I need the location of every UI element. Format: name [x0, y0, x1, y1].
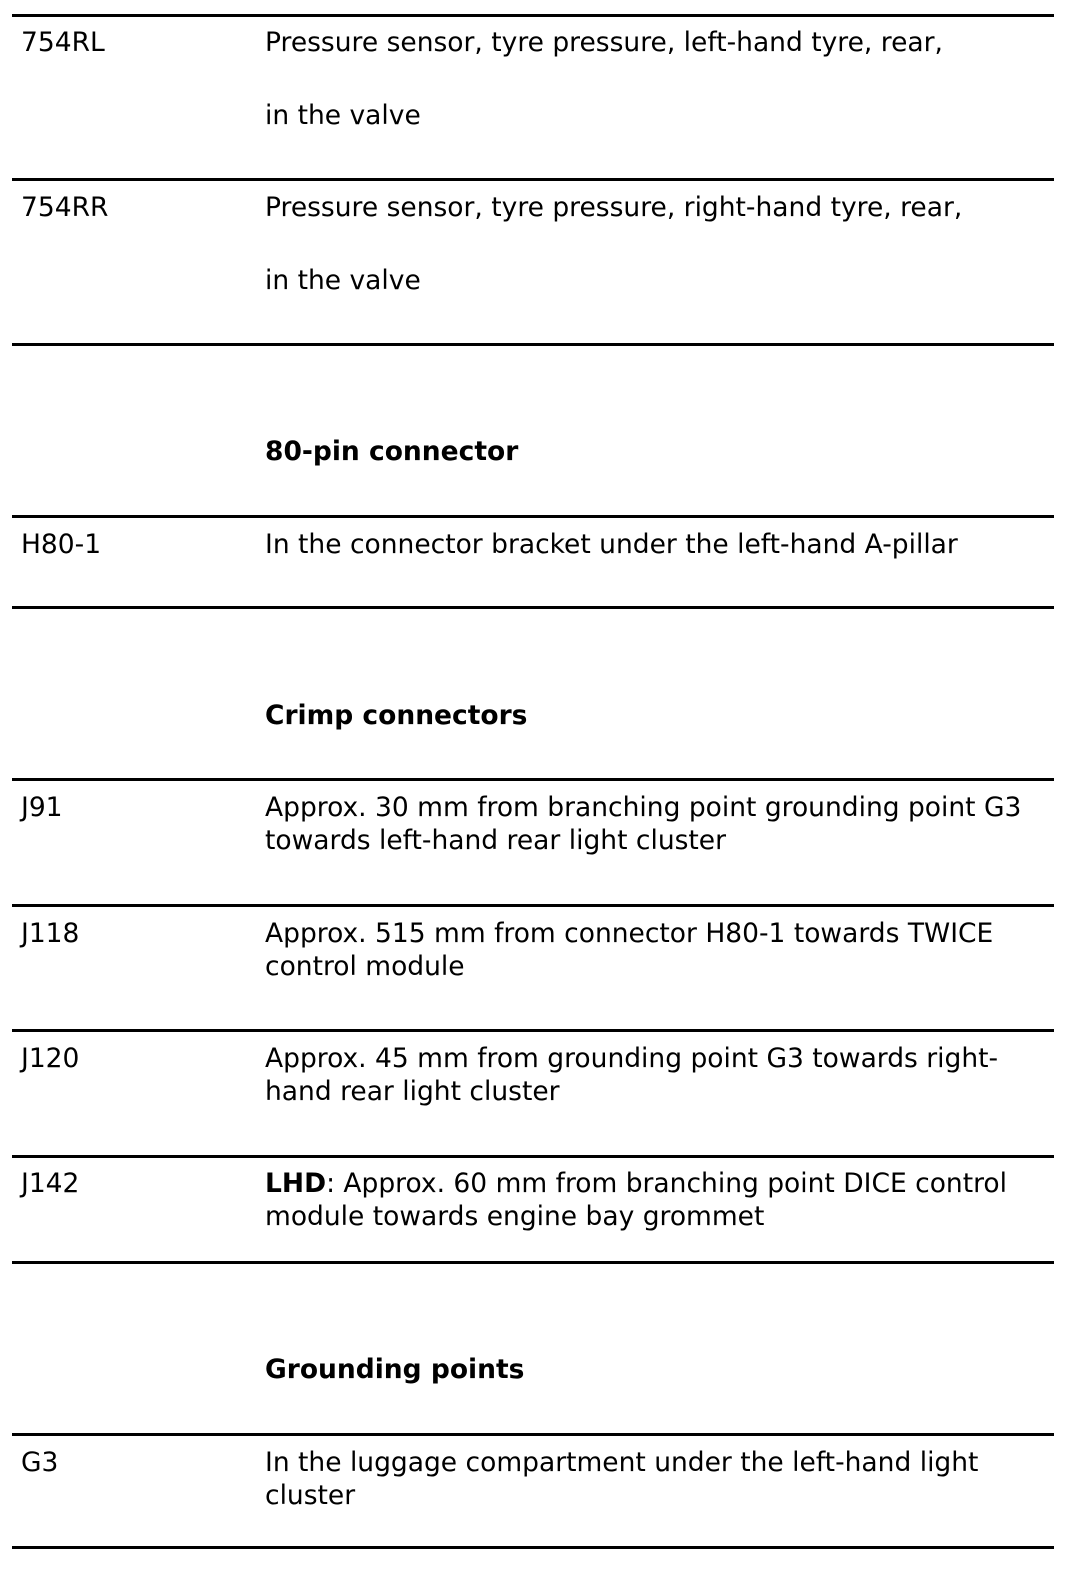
component-code: 754RL — [21, 27, 105, 58]
component-description — [265, 1167, 1050, 1233]
component-code: J142 — [21, 1168, 80, 1199]
table-rule — [12, 14, 1054, 17]
component-description: In the luggage compartment under the left-hand light cluster — [265, 1447, 979, 1511]
table-rule — [12, 515, 1054, 518]
table-rule — [12, 904, 1054, 907]
component-description: In the connector bracket under the left-hand A-pillar — [265, 529, 958, 560]
component-description: Approx. 30 mm from branching point grounding point G3 towards left-hand rear light cluster — [265, 792, 1022, 856]
component-description-line: Pressure sensor, tyre pressure, right-hand tyre, rear, — [265, 192, 963, 223]
component-code: J91 — [21, 792, 63, 823]
component-code: J120 — [21, 1043, 80, 1074]
component-code: J118 — [21, 918, 80, 949]
section-heading: Grounding points — [265, 1354, 525, 1385]
table-rule — [12, 606, 1054, 609]
table-rule — [12, 1029, 1054, 1032]
section-heading: Crimp connectors — [265, 700, 528, 731]
component-description-line: Pressure sensor, tyre pressure, left-hand tyre, rear, — [265, 27, 943, 58]
section-heading: 80-pin connector — [265, 436, 519, 467]
component-description: Approx. 45 mm from grounding point G3 towards right-hand rear light cluster — [265, 1043, 999, 1107]
component-description: Approx. 515 mm from connector H80-1 towards TWICE control module — [265, 918, 994, 982]
component-code: 754RR — [21, 192, 109, 223]
table-rule — [12, 1261, 1054, 1264]
table-rule — [12, 178, 1054, 181]
component-description-text: : Approx. 60 mm from branching point DICE control module towards engine bay grommet — [265, 1168, 1007, 1232]
table-rule — [12, 1433, 1054, 1436]
component-description-line: in the valve — [265, 265, 421, 296]
component-code: G3 — [21, 1447, 59, 1478]
table-rule — [12, 778, 1054, 781]
table-rule — [12, 1155, 1054, 1158]
table-rule — [12, 1546, 1054, 1549]
table-rule — [12, 343, 1054, 346]
component-code: H80-1 — [21, 529, 102, 560]
component-description-line: in the valve — [265, 100, 421, 131]
lhd-label: LHD — [265, 1168, 327, 1199]
